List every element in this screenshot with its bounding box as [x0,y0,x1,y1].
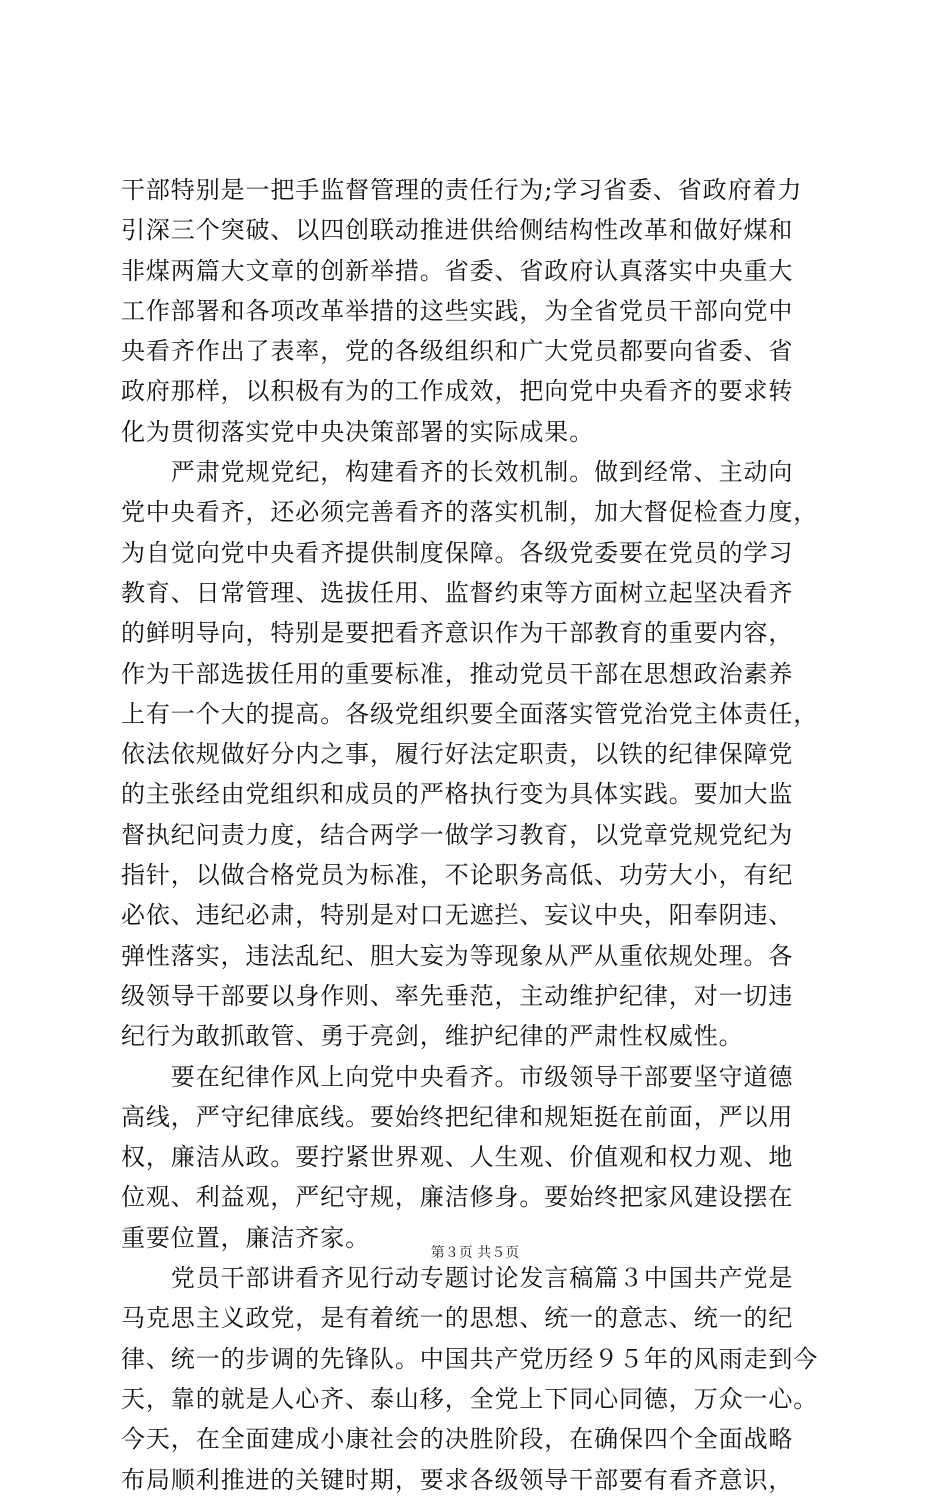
text-line: 党中央看齐，还必须完善看齐的落实机制，加大督促检查力度， [121,498,819,527]
text-line: 权，廉洁从政。要拧紧世界观、人生观、价值观和权力观、地 [121,1143,794,1172]
text-line: 上有一个大的提高。各级党组织要全面落实管党治党主体责任， [121,699,819,728]
text-line: 政府那样，以积极有为的工作成效，把向党中央看齐的要求转 [121,377,794,406]
text-line: 非煤两篇大文章的创新举措。省委、省政府认真落实中央重大 [121,256,794,285]
text-line: 纪行为敢抓敢管、勇于亮剑，维护纪律的严肃性权威性。 [121,1022,744,1051]
text-line: 的主张经由党组织和成员的严格执行变为具体实践。要加大监 [121,780,794,809]
page-number-footer: 第３页 共５页 [430,1245,520,1261]
text-line: 督执纪问责力度，结合两学一做学习教育，以党章党规党纪为 [121,820,794,849]
text-line: 高线，严守纪律底线。要始终把纪律和规矩挺在前面，严以用 [121,1102,794,1131]
text-line: 级领导干部要以身作则、率先垂范，主动维护纪律，对一切违 [121,981,794,1010]
text-line: 今天，在全面建成小康社会的决胜阶段，在确保四个全面战略 [121,1425,794,1454]
text-line: 教育、日常管理、选拔任用、监督约束等方面树立起坚决看齐 [121,578,794,607]
text-line: 引深三个突破、以四创联动推进供给侧结构性改革和做好煤和 [121,216,794,245]
text-line: 布局顺利推进的关键时期，要求各级领导干部要有看齐意识， [121,1465,794,1494]
text-line: 严肃党规党纪，构建看齐的长效机制。做到经常、主动向 [121,458,794,487]
text-line: 马克思主义政党，是有着统一的思想、统一的意志、统一的纪 [121,1304,794,1333]
text-line: 指针，以做合格党员为标准，不论职务高低、功劳大小，有纪 [121,861,794,890]
text-line: 为自觉向党中央看齐提供制度保障。各级党委要在党员的学习 [121,538,794,567]
text-line: 的鲜明导向，特别是要把看齐意识作为干部教育的重要内容， [121,619,794,648]
text-line: 弹性落实，违法乱纪、胆大妄为等现象从严从重依规处理。各 [121,941,794,970]
text-line: 央看齐作出了表率，党的各级组织和广大党员都要向省委、省 [121,337,794,366]
text-line: 工作部署和各项改革举措的这些实践，为全省党员干部向党中 [121,296,794,325]
text-line: 要在纪律作风上向党中央看齐。市级领导干部要坚守道德 [121,1062,794,1091]
body-text [121,170,841,1500]
text-line: 天，靠的就是人心齐、泰山移，全党上下同心同德，万众一心。 [121,1384,819,1413]
text-line: 化为贯彻落实党中央决策部署的实际成果。 [121,417,595,446]
text-line: 依法依规做好分内之事，履行好法定职责，以铁的纪律保障党 [121,740,794,769]
text-line: 位观、利益观，严纪守规，廉洁修身。要始终把家风建设摆在 [121,1183,794,1212]
text-line: 作为干部选拔任用的重要标准，推动党员干部在思想政治素养 [121,659,794,688]
text-line: 必依、违纪必肃，特别是对口无遮拦、妄议中央，阳奉阴违、 [121,901,794,930]
text-line: 律、统一的步调的先锋队。中国共产党历经９５年的风雨走到今 [121,1344,819,1373]
text-line: 干部特别是一把手监督管理的责任行为;学习省委、省政府着力 [121,176,803,204]
text-line: 重要位置，廉洁齐家。 [121,1223,370,1252]
text-line: 党员干部讲看齐见行动专题讨论发言稿篇３中国共产党是 [121,1264,794,1293]
